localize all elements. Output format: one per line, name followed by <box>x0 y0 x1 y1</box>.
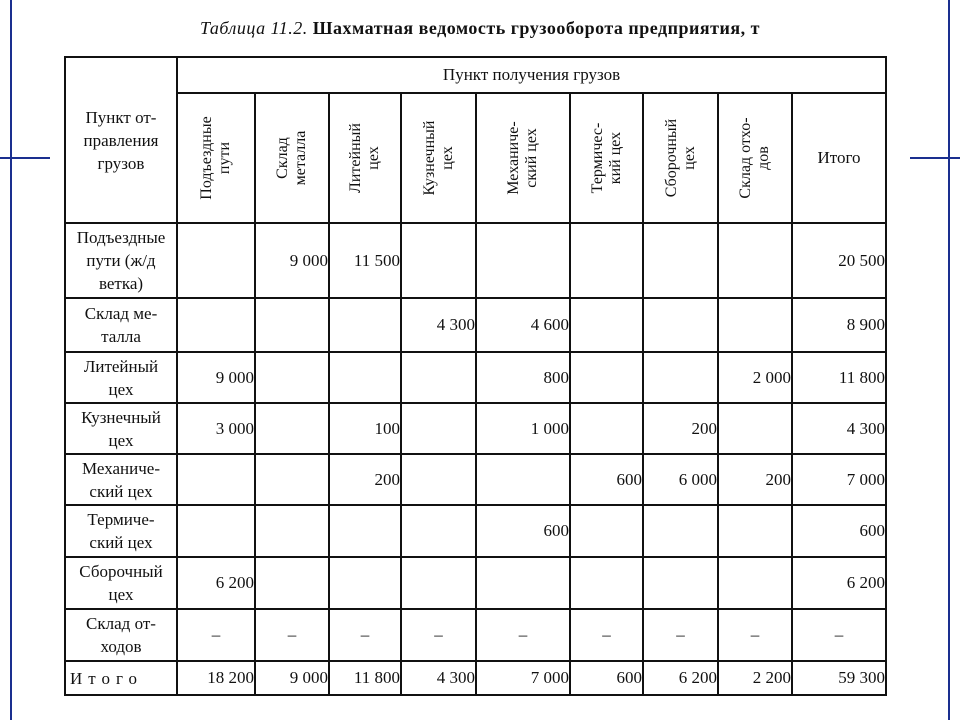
table-cell: 9 000 <box>177 352 255 403</box>
table-cell <box>401 403 476 454</box>
table-cell <box>570 403 643 454</box>
table-cell <box>329 352 401 403</box>
table-cell <box>401 557 476 609</box>
table-cell <box>570 352 643 403</box>
table-cell: – <box>177 609 255 661</box>
table-row <box>65 223 886 298</box>
table-cell: 4 300 <box>792 403 886 454</box>
table-cell: 100 <box>329 403 401 454</box>
caption-title: Шахматная ведомость грузооборота предприятия, т <box>312 18 760 38</box>
column-header: Механиче- ский цех <box>476 93 570 223</box>
total-cell: 4 300 <box>401 661 476 695</box>
table-cell <box>570 223 643 298</box>
table-cell <box>177 298 255 352</box>
table-row <box>65 454 886 505</box>
table-cell: 9 000 <box>255 223 329 298</box>
table-cell: 11 500 <box>329 223 401 298</box>
row-label: Литейный цех <box>65 352 177 403</box>
table-cell: 200 <box>718 454 792 505</box>
table-cell <box>255 403 329 454</box>
table-row <box>65 403 886 454</box>
table-cell <box>401 505 476 557</box>
sender-header-text: Пункт от- правления грузов <box>83 107 159 173</box>
table-cell <box>401 352 476 403</box>
table-cell <box>718 505 792 557</box>
row-label: Подъездные пути (ж/д ветка) <box>65 223 177 298</box>
table-cell <box>255 454 329 505</box>
table-cell <box>718 403 792 454</box>
total-cell: 9 000 <box>255 661 329 695</box>
table-cell: 200 <box>643 403 718 454</box>
table-cell: – <box>329 609 401 661</box>
table-cell: 600 <box>570 454 643 505</box>
accent-line-left <box>0 157 50 159</box>
row-label: Механиче- ский цех <box>65 454 177 505</box>
table-cell: 2 000 <box>718 352 792 403</box>
column-header: Сборочный цех <box>643 93 718 223</box>
table-cell <box>570 557 643 609</box>
accent-line-right <box>910 157 960 159</box>
table-cell <box>476 454 570 505</box>
table-cell: 600 <box>792 505 886 557</box>
row-label: Склад от- ходов <box>65 609 177 661</box>
table-cell <box>476 223 570 298</box>
row-label: Сборочный цех <box>65 557 177 609</box>
table-row <box>65 557 886 609</box>
table-row <box>65 352 886 403</box>
total-cell: 2 200 <box>718 661 792 695</box>
table-cell: – <box>255 609 329 661</box>
column-header: Подъездные пути <box>177 93 255 223</box>
table-cell: 8 900 <box>792 298 886 352</box>
column-header: Литейный цех <box>329 93 401 223</box>
caption-prefix: Таблица 11.2. <box>200 18 308 38</box>
receiver-header: Пункт получения грузов <box>177 57 886 93</box>
total-cell: 7 000 <box>476 661 570 695</box>
table-cell: 1 000 <box>476 403 570 454</box>
table-cell: 11 800 <box>792 352 886 403</box>
table-cell <box>401 223 476 298</box>
table-cell <box>643 298 718 352</box>
table-cell: 7 000 <box>792 454 886 505</box>
table-cell: – <box>476 609 570 661</box>
table-cell <box>718 223 792 298</box>
total-cell: 59 300 <box>792 661 886 695</box>
table-cell <box>255 505 329 557</box>
column-header: Склад металла <box>255 93 329 223</box>
table-cell <box>329 505 401 557</box>
cargo-turnover-table <box>64 56 887 696</box>
total-cell: 600 <box>570 661 643 695</box>
row-label: Склад ме- талла <box>65 298 177 352</box>
table-cell <box>401 454 476 505</box>
table-cell <box>177 454 255 505</box>
table-caption <box>0 18 960 39</box>
table-cell: 6 200 <box>177 557 255 609</box>
table-cell: 3 000 <box>177 403 255 454</box>
total-cell: 11 800 <box>329 661 401 695</box>
sender-header <box>65 57 177 223</box>
column-header: Склад отхо- дов <box>718 93 792 223</box>
table-cell: – <box>718 609 792 661</box>
table-body <box>65 223 886 695</box>
table-cell: 4 600 <box>476 298 570 352</box>
table-cell <box>570 298 643 352</box>
total-column-header: Итого <box>792 93 886 223</box>
slide-frame-right <box>948 0 960 720</box>
table-cell <box>643 223 718 298</box>
table-cell: 20 500 <box>792 223 886 298</box>
table-cell: 600 <box>476 505 570 557</box>
row-label: Кузнечный цех <box>65 403 177 454</box>
table-cell: 800 <box>476 352 570 403</box>
total-cell: 18 200 <box>177 661 255 695</box>
total-row-label: Итого <box>65 661 177 695</box>
table-cell: 200 <box>329 454 401 505</box>
table-cell: 6 200 <box>792 557 886 609</box>
table-cell <box>329 557 401 609</box>
row-label: Термиче- ский цех <box>65 505 177 557</box>
table-cell <box>718 298 792 352</box>
table-cell <box>255 557 329 609</box>
table-cell <box>718 557 792 609</box>
table-cell <box>177 223 255 298</box>
table-cell: – <box>792 609 886 661</box>
table-cell <box>643 505 718 557</box>
table-cell <box>329 298 401 352</box>
table-cell <box>177 505 255 557</box>
total-cell: 6 200 <box>643 661 718 695</box>
table-row <box>65 298 886 352</box>
table-cell <box>476 557 570 609</box>
total-row <box>65 661 886 695</box>
table-row <box>65 609 886 661</box>
table-cell: 6 000 <box>643 454 718 505</box>
table-cell: 4 300 <box>401 298 476 352</box>
table-cell: – <box>643 609 718 661</box>
table-cell <box>255 352 329 403</box>
table-cell: – <box>570 609 643 661</box>
table-row <box>65 505 886 557</box>
column-header: Кузнечный цех <box>401 93 476 223</box>
table-cell <box>570 505 643 557</box>
table-cell: – <box>401 609 476 661</box>
slide-frame-left <box>0 0 12 720</box>
table-cell <box>643 557 718 609</box>
table-cell <box>643 352 718 403</box>
table-cell <box>255 298 329 352</box>
column-header: Термичес- кий цех <box>570 93 643 223</box>
